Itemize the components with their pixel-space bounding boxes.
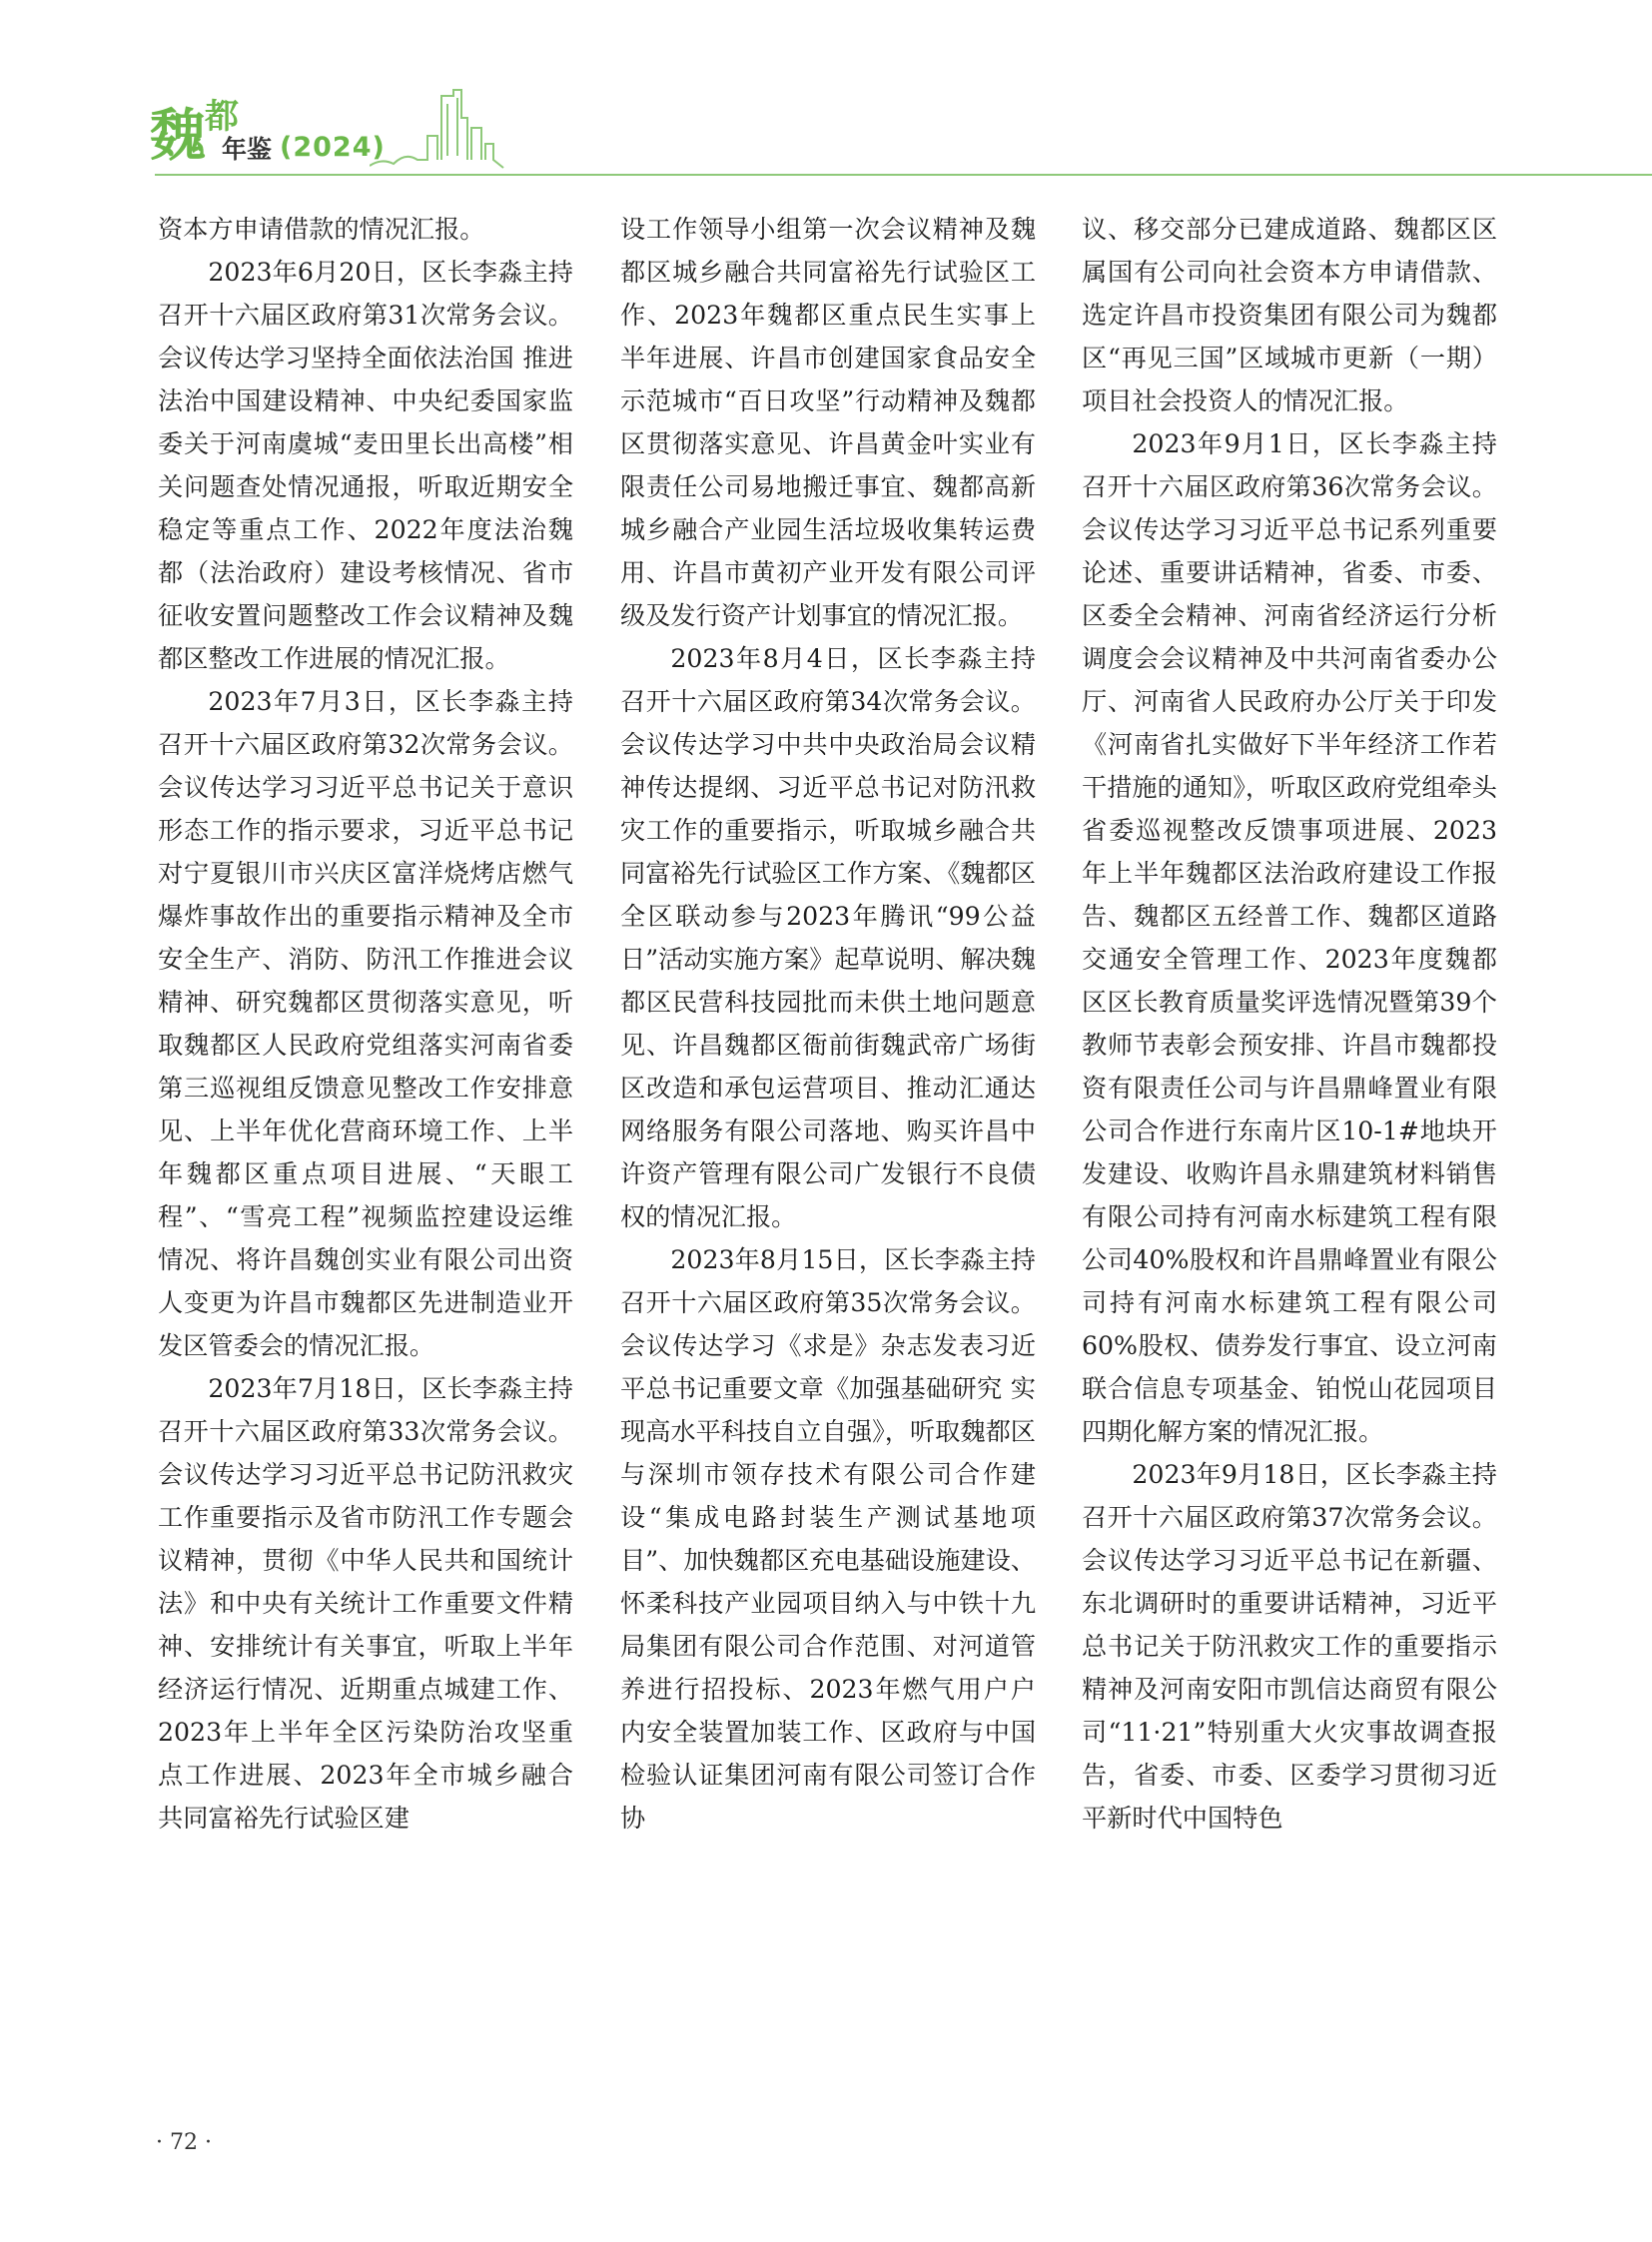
yearbook-label: 年鉴 [222,135,273,164]
paragraph: 2023年6月20日，区长李淼主持召开十六届区政府第31次常务会议。会议传达学习坚持全面依法治国 推进法治中国建设精神、中央纪委国家监委关于河南虞城“麦田里长出高楼”相关问题查处情况通报，听取近期安全稳定等重点工作、2022年度法治魏都（法治政府）建设考核情况、省市征收安置问题整改工作会议精神及魏都区整改工作进展的情况汇报。 [158,258,573,673]
paragraph: 2023年7月18日，区长李淼主持召开十六届区政府第33次常务会议。会议传达学习习近平总书记防汛救灾工作重要指示及省市防汛工作专题会议精神，贯彻《中华人民共和国统计法》和中央有关统计工作重要文件精神、安排统计有关事宜，听取上半年经济运行情况、近期重点城建工作、2023年上半年全区污染防治攻坚重点工作进展、2023年全市城乡融合共同富裕先行试验区建 [158,1374,573,1833]
page-number: · 72 · [156,2130,212,2155]
yearbook-year: (2024) [280,132,386,163]
paragraph: 资本方申请借款的情况汇报。 [158,215,485,244]
yearbook-logo-char-small: 都 [205,97,239,137]
yearbook-logo-char: 魏 [150,103,206,169]
paragraph: 2023年7月3日，区长李淼主持召开十六届区政府第32次常务会议。会议传达学习习近平总书记关于意识形态工作的指示要求，习近平总书记对宁夏银川市兴庆区富洋烧烤店燃气爆炸事故作出的重要指示精神及全市安全生产、消防、防汛工作推进会议精神、研究魏都区贯彻落实意见，听取魏都区人民政府党组落实河南省委第三巡视组反馈意见整改工作安排意见、上半年优化营商环境工作、上半年魏都区重点项目进展、“天眼工程”、“雪亮工程”视频监控建设运维情况、将许昌魏创实业有限公司出资人变更为许昌市魏都区先进制造业开发区管委会的情况汇报。 [158,687,573,1360]
city-skyline-icon [370,88,569,178]
text-column-1 [158,208,573,2105]
text-column-2 [620,208,1036,2105]
paragraph: 2023年9月1日，区长李淼主持召开十六届区政府第36次常务会议。会议传达学习习近平总书记系列重要论述、重要讲话精神，省委、市委、区委全会精神、河南省经济运行分析调度会会议精神及中共河南省委办公厅、河南省人民政府办公厅关于印发《河南省扎实做好下半年经济工作若干措施的通知》，听取区政府党组牵头省委巡视整改反馈事项进展、2023年上半年魏都区法治政府建设工作报告、魏都区五经普工作、魏都区道路交通安全管理工作、2023年度魏都区区长教育质量奖评选情况暨第39个教师节表彰会预安排、许昌市魏都投资有限责任公司与许昌鼎峰置业有限公司合作进行东南片区10-1#地块开发建设、收购许昌永鼎建筑材料销售有限公司持有河南水标建筑工程有限公司40%股权和许昌鼎峰置业有限公司持有河南水标建筑工程有限公司60%股权、债券发行事宜、设立河南联合信息专项基金、铂悦山花园项目四期化解方案的情况汇报。 [1082,429,1497,1446]
paragraph: 2023年8月4日，区长李淼主持召开十六届区政府第34次常务会议。会议传达学习中共中央政治局会议精神传达提纲、习近平总书记对防汛救灾工作的重要指示，听取城乡融合共同富裕先行试验区工作方案、《魏都区全区联动参与2023年腾讯“99公益日”活动实施方案》起草说明、解决魏都区民营科技园批而未供土地问题意见、许昌魏都区衙前街魏武帝广场街区改造和承包运营项目、推动汇通达网络服务有限公司落地、购买许昌中许资产管理有限公司广发银行不良债权的情况汇报。 [620,644,1036,1231]
paragraph: 设工作领导小组第一次会议精神及魏都区城乡融合共同富裕先行试验区工作、2023年魏都区重点民生实事上半年进展、许昌市创建国家食品安全示范城市“百日攻坚”行动精神及魏都区贯彻落实意见、许昌黄金叶实业有限责任公司易地搬迁事宜、魏都高新城乡融合产业园生活垃圾收集转运费用、许昌市黄初产业开发有限公司评级及发行资产计划事宜的情况汇报。 [620,215,1036,630]
paragraph: 2023年9月18日，区长李淼主持召开十六届区政府第37次常务会议。会议传达学习习近平总书记在新疆、东北调研时的重要讲话精神，习近平总书记关于防汛救灾工作的重要指示精神及河南安阳市凯信达商贸有限公司“11·21”特别重大火灾事故调查报告，省委、市委、区委学习贯彻习近平新时代中国特色 [1082,1460,1497,1833]
text-column-3 [1082,208,1497,2105]
paragraph: 2023年8月15日，区长李淼主持召开十六届区政府第35次常务会议。会议传达学习《求是》杂志发表习近平总书记重要文章《加强基础研究 实现高水平科技自立自强》，听取魏都区与深圳市领存技术有限公司合作建设“集成电路封装生产测试基地项目”、加快魏都区充电基础设施建设、怀柔科技产业园项目纳入与中铁十九局集团有限公司合作范围、对河道管养进行招投标、2023年燃气用户户内安全装置加装工作、区政府与中国检验认证集团河南有限公司签订合作协 [620,1245,1036,1833]
paragraph: 议、移交部分已建成道路、魏都区区属国有公司向社会资本方申请借款、选定许昌市投资集团有限公司为魏都区“再见三国”区域城市更新（一期）项目社会投资人的情况汇报。 [1082,215,1497,415]
header-divider [155,174,1652,176]
page-header [0,0,1652,185]
